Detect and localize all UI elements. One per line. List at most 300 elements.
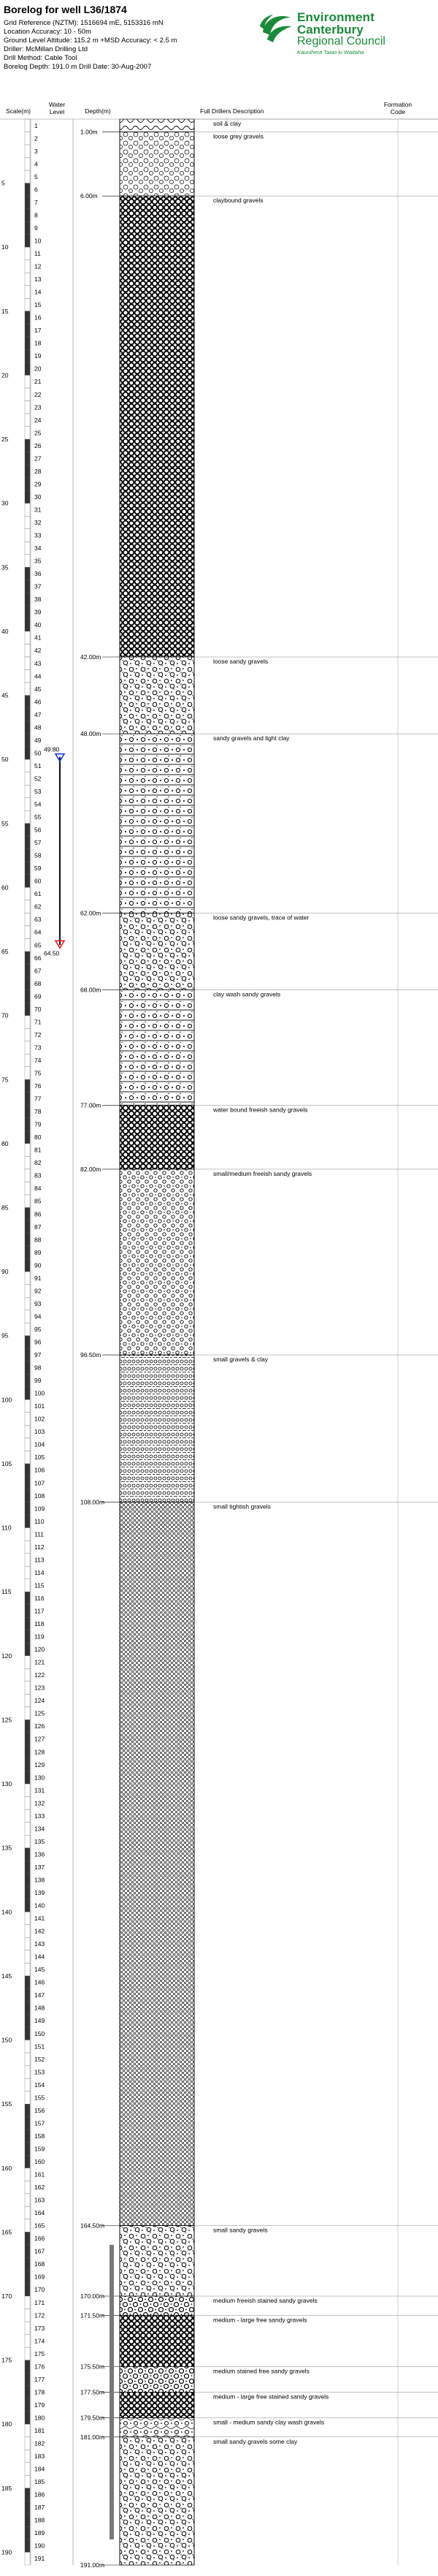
sample-number: 144 bbox=[34, 1953, 45, 1961]
scale-tick-block bbox=[25, 2232, 30, 2245]
sample-number: 30 bbox=[34, 493, 42, 501]
scale-tick-block bbox=[25, 337, 30, 350]
lithology-layer bbox=[120, 1105, 194, 1169]
sample-number: 8 bbox=[34, 211, 38, 219]
scale-tick-block bbox=[25, 349, 30, 362]
scale-tick-block bbox=[25, 785, 30, 798]
sample-number: 124 bbox=[34, 1697, 45, 1705]
sample-number: 67 bbox=[34, 967, 42, 975]
sample-number: 93 bbox=[34, 1299, 42, 1307]
sample-number: 132 bbox=[34, 1799, 45, 1807]
sample-number: 150 bbox=[34, 2029, 45, 2037]
scale-tick-block bbox=[25, 836, 30, 849]
water-level-column-header: Water Level bbox=[48, 101, 66, 115]
sample-number: 91 bbox=[34, 1274, 42, 1282]
sample-number: 59 bbox=[34, 865, 42, 873]
scale-tick-block bbox=[25, 951, 30, 965]
sample-number: 167 bbox=[34, 2247, 45, 2255]
sample-number: 141 bbox=[34, 1915, 45, 1923]
layer-depth-label: 1.00m bbox=[80, 128, 98, 136]
scale-tick-block bbox=[25, 1554, 30, 1567]
scale-tick-block bbox=[25, 1003, 30, 1016]
scale-tick-block bbox=[25, 1617, 30, 1630]
sample-number: 64 bbox=[34, 928, 42, 936]
scale-label: 105 bbox=[1, 1459, 12, 1467]
scale-label: 180 bbox=[1, 2420, 12, 2428]
scale-tick-block bbox=[25, 734, 30, 747]
page-title: Borelog for well L36/1874 bbox=[4, 4, 127, 15]
sample-number: 123 bbox=[34, 1684, 45, 1692]
sample-number: 10 bbox=[34, 237, 42, 245]
sample-number: 88 bbox=[34, 1236, 42, 1244]
sample-number: 20 bbox=[34, 365, 42, 373]
lithology-layer bbox=[120, 657, 194, 734]
scale-tick-block bbox=[25, 1451, 30, 1464]
scale-tick-block bbox=[25, 1694, 30, 1707]
sample-number: 38 bbox=[34, 596, 42, 604]
sample-number: 149 bbox=[34, 2017, 45, 2025]
scale-label: 35 bbox=[1, 563, 9, 571]
sample-number: 154 bbox=[34, 2081, 45, 2089]
scale-label: 70 bbox=[1, 1011, 9, 1019]
sample-number: 103 bbox=[34, 1428, 45, 1436]
layer-description: small sandy gravels bbox=[213, 2226, 268, 2234]
scale-tick-block bbox=[25, 1105, 30, 1118]
scale-tick-block bbox=[25, 1041, 30, 1055]
scale-tick-block bbox=[25, 2424, 30, 2437]
scale-label: 25 bbox=[1, 436, 9, 444]
scale-label: 5 bbox=[1, 179, 5, 187]
borelog-depth-and-date: Borelog Depth: 191.0 m Drill Date: 30-Aug-2007 bbox=[4, 63, 152, 71]
scale-tick-block bbox=[25, 1489, 30, 1502]
scale-tick-block bbox=[25, 965, 30, 978]
lithology-layer bbox=[120, 1169, 194, 1355]
table-frame bbox=[0, 119, 438, 2565]
sample-number: 28 bbox=[34, 467, 42, 475]
sample-number: 129 bbox=[34, 1760, 45, 1768]
scale-tick-block bbox=[25, 683, 30, 696]
sample-number: 49 bbox=[34, 736, 42, 744]
scale-tick-block bbox=[25, 2309, 30, 2322]
scale-tick-block bbox=[25, 1809, 30, 1823]
sample-number: 13 bbox=[34, 276, 42, 284]
scale-tick-block bbox=[25, 1707, 30, 1720]
sample-number: 56 bbox=[34, 826, 42, 834]
scale-tick-block bbox=[25, 1054, 30, 1067]
layer-description: medium freeish stained sandy gravels bbox=[213, 2297, 318, 2305]
lithology-layer bbox=[120, 2437, 194, 2565]
scale-tick-block bbox=[25, 273, 30, 286]
scale-tick-block bbox=[25, 2168, 30, 2181]
scale-tick-block bbox=[25, 1272, 30, 1285]
sample-number: 24 bbox=[34, 416, 42, 424]
layer-description: small sandy gravels some clay bbox=[213, 2437, 298, 2445]
sample-number: 26 bbox=[34, 441, 42, 449]
scale-tick-block bbox=[25, 1835, 30, 1848]
sample-number: 31 bbox=[34, 506, 42, 514]
sample-number: 170 bbox=[34, 2286, 45, 2294]
scale-tick-block bbox=[25, 1630, 30, 1644]
sample-number: 173 bbox=[34, 2324, 45, 2332]
sample-number: 159 bbox=[34, 2145, 45, 2153]
sample-number: 19 bbox=[34, 352, 42, 360]
layer-description: small tightish gravels bbox=[213, 1502, 271, 1511]
scale-tick-block bbox=[25, 1861, 30, 1874]
scale-tick-block bbox=[25, 1540, 30, 1554]
scale-tick-block bbox=[25, 759, 30, 772]
scale-tick-block bbox=[25, 1067, 30, 1080]
sample-number: 72 bbox=[34, 1030, 42, 1038]
sample-number: 122 bbox=[34, 1671, 45, 1679]
layer-description: water bound freeish sandy gravels bbox=[213, 1106, 308, 1114]
sample-number: 48 bbox=[34, 723, 42, 732]
sample-number: 138 bbox=[34, 1876, 45, 1884]
layer-depth-label: 42.00m bbox=[80, 653, 101, 661]
sample-number: 79 bbox=[34, 1120, 42, 1128]
scale-tick-block bbox=[25, 1899, 30, 1912]
sample-number: 1 bbox=[34, 121, 38, 129]
scale-tick-block bbox=[25, 1823, 30, 1836]
sample-number: 22 bbox=[34, 390, 42, 398]
scale-tick-block bbox=[25, 977, 30, 990]
sample-number: 112 bbox=[34, 1543, 45, 1551]
sample-number: 92 bbox=[34, 1287, 42, 1295]
lithology-layer bbox=[120, 2366, 194, 2392]
scale-tick-block bbox=[25, 1234, 30, 1247]
scale-tick-block bbox=[25, 183, 30, 197]
scale-label: 110 bbox=[1, 1524, 12, 1532]
scale-tick-block bbox=[25, 657, 30, 670]
scale-tick-block bbox=[25, 2104, 30, 2117]
sample-number: 134 bbox=[34, 1825, 45, 1833]
scale-tick-block bbox=[25, 1950, 30, 1964]
sample-number: 17 bbox=[34, 327, 42, 335]
scale-tick-block bbox=[25, 2181, 30, 2194]
scale-tick-block bbox=[25, 209, 30, 222]
sample-number: 191 bbox=[34, 2555, 45, 2563]
scale-tick-block bbox=[25, 1208, 30, 1221]
scale-tick-block bbox=[25, 1682, 30, 1695]
layer-description: sandy gravels and light clay bbox=[213, 734, 290, 742]
drill-method: Drill Method: Cable Tool bbox=[4, 54, 77, 62]
scale-tick-block bbox=[25, 580, 30, 593]
layer-depth-label: 96.50m bbox=[80, 1351, 101, 1359]
scale-tick-block bbox=[25, 1259, 30, 1272]
scale-tick-block bbox=[25, 1310, 30, 1323]
scale-tick-block bbox=[25, 2437, 30, 2450]
sample-number: 55 bbox=[34, 813, 42, 821]
sample-number: 104 bbox=[34, 1440, 45, 1448]
sample-number: 125 bbox=[34, 1709, 45, 1717]
scale-tick-block bbox=[25, 247, 30, 260]
scale-tick-block bbox=[25, 2335, 30, 2348]
scale-label: 170 bbox=[1, 2292, 12, 2300]
layer-depth-label: 191.00m bbox=[80, 2561, 105, 2569]
scale-tick-block bbox=[25, 618, 30, 631]
scale-tick-block bbox=[25, 913, 30, 926]
scale-tick-block bbox=[25, 1348, 30, 1361]
sample-number: 147 bbox=[34, 1991, 45, 1999]
sample-number: 189 bbox=[34, 2529, 45, 2537]
layer-depth-label: 171.50m bbox=[80, 2311, 105, 2319]
sample-number: 116 bbox=[34, 1594, 45, 1602]
sample-number: 166 bbox=[34, 2235, 45, 2243]
sample-number: 152 bbox=[34, 2055, 45, 2063]
sample-number: 47 bbox=[34, 710, 42, 718]
sample-number: 2 bbox=[34, 134, 38, 143]
description-column-header: Full Drillers Description bbox=[200, 107, 264, 115]
scale-label: 160 bbox=[1, 2164, 12, 2172]
sample-number: 66 bbox=[34, 954, 42, 962]
sample-number: 130 bbox=[34, 1774, 45, 1782]
sample-number: 180 bbox=[34, 2414, 45, 2422]
sample-number: 14 bbox=[34, 288, 42, 296]
sample-number: 73 bbox=[34, 1044, 42, 1052]
sample-number: 113 bbox=[34, 1556, 45, 1564]
sample-number: 120 bbox=[34, 1646, 45, 1654]
scale-tick-block bbox=[25, 439, 30, 452]
lithology-layer bbox=[120, 2296, 194, 2315]
layer-depth-label: 77.00m bbox=[80, 1101, 101, 1109]
scale-tick-block bbox=[25, 311, 30, 324]
scale-tick-block bbox=[25, 401, 30, 414]
scale-label: 15 bbox=[1, 307, 9, 315]
sample-number: 37 bbox=[34, 582, 42, 590]
scale-tick-block bbox=[25, 1668, 30, 1682]
scale-tick-block bbox=[25, 1131, 30, 1144]
scale-tick-block bbox=[25, 324, 30, 337]
scale-tick-block bbox=[25, 414, 30, 427]
scale-tick-block bbox=[25, 2488, 30, 2501]
sample-number: 5 bbox=[34, 172, 38, 181]
water-level-top-label: 49.80 bbox=[44, 745, 60, 753]
scale-tick-block bbox=[25, 1297, 30, 1310]
scale-tick-block bbox=[25, 631, 30, 645]
sample-number: 4 bbox=[34, 160, 38, 168]
scale-tick-block bbox=[25, 2398, 30, 2412]
sample-number: 18 bbox=[34, 339, 42, 347]
sample-number: 94 bbox=[34, 1312, 42, 1321]
scale-tick-block bbox=[25, 1937, 30, 1950]
sample-number: 175 bbox=[34, 2349, 45, 2357]
ground-level-altitude: Ground Level Altitude: 115.2 m +MSD Accuracy: < 2.5 m bbox=[4, 37, 177, 45]
scale-tick-block bbox=[25, 2245, 30, 2258]
sample-number: 87 bbox=[34, 1223, 42, 1231]
scale-tick-block bbox=[25, 260, 30, 273]
sample-number: 117 bbox=[34, 1607, 45, 1615]
scale-label: 165 bbox=[1, 2228, 12, 2236]
sample-number: 171 bbox=[34, 2298, 45, 2306]
scale-tick-block bbox=[25, 1515, 30, 1528]
sample-number: 119 bbox=[34, 1633, 45, 1641]
sample-number: 7 bbox=[34, 198, 38, 206]
sample-number: 42 bbox=[34, 647, 42, 655]
scale-tick-block bbox=[25, 1886, 30, 1899]
lithology-layer bbox=[120, 1355, 194, 1502]
scale-tick-block bbox=[25, 2552, 30, 2565]
sample-number: 51 bbox=[34, 761, 42, 770]
layer-depth-label: 164.50m bbox=[80, 2222, 105, 2230]
sample-number: 162 bbox=[34, 2184, 45, 2192]
sample-number: 27 bbox=[34, 455, 42, 463]
scale-tick-block bbox=[25, 1195, 30, 1208]
scale-tick-block bbox=[25, 1220, 30, 1234]
sample-number: 184 bbox=[34, 2465, 45, 2473]
scale-tick-block bbox=[25, 375, 30, 388]
scale-tick-block bbox=[25, 2143, 30, 2156]
sample-number: 12 bbox=[34, 262, 42, 270]
scale-label: 65 bbox=[1, 948, 9, 956]
scale-tick-block bbox=[25, 670, 30, 683]
lithology-layer bbox=[120, 990, 194, 1106]
sample-number: 9 bbox=[34, 224, 38, 232]
layer-depth-label: 108.00m bbox=[80, 1498, 105, 1506]
scale-tick-block bbox=[25, 2027, 30, 2040]
sample-number: 121 bbox=[34, 1658, 45, 1666]
sample-number: 32 bbox=[34, 518, 42, 526]
scale-tick-block bbox=[25, 1963, 30, 1976]
scale-tick-block bbox=[25, 2002, 30, 2015]
layer-depth-label: 68.00m bbox=[80, 986, 101, 994]
scale-tick-block bbox=[25, 824, 30, 837]
scale-label: 130 bbox=[1, 1780, 12, 1788]
scale-tick-block bbox=[25, 221, 30, 235]
scale-tick-block bbox=[25, 862, 30, 875]
scale-tick-block bbox=[25, 2040, 30, 2053]
scale-tick-block bbox=[25, 1246, 30, 1259]
sample-number: 83 bbox=[34, 1171, 42, 1179]
location-accuracy: Location Accuracy: 10 - 50m bbox=[4, 28, 91, 36]
scale-tick-block bbox=[25, 1784, 30, 1797]
sample-number: 178 bbox=[34, 2388, 45, 2396]
scale-tick-block bbox=[25, 1156, 30, 1169]
sample-number: 139 bbox=[34, 1889, 45, 1897]
scale-tick-block bbox=[25, 516, 30, 529]
scale-tick-block bbox=[25, 810, 30, 824]
sample-number: 99 bbox=[34, 1377, 42, 1385]
formation-code-column-header: Formation Code bbox=[383, 101, 412, 115]
scale-tick-block bbox=[25, 2206, 30, 2219]
layer-description: loose grey gravels bbox=[213, 132, 264, 140]
sample-number: 160 bbox=[34, 2158, 45, 2166]
sample-number: 78 bbox=[34, 1108, 42, 1116]
scale-tick-block bbox=[25, 1323, 30, 1336]
scale-tick-block bbox=[25, 1848, 30, 1861]
scale-tick-block bbox=[25, 158, 30, 171]
scale-label: 190 bbox=[1, 2548, 12, 2556]
water-level-bottom-label: 64.50 bbox=[44, 949, 60, 957]
scale-tick-block bbox=[25, 2373, 30, 2386]
scale-tick-block bbox=[25, 1438, 30, 1451]
scale-tick-block bbox=[25, 2129, 30, 2143]
scale-tick-block bbox=[25, 1874, 30, 1887]
scale-label: 140 bbox=[1, 1908, 12, 1916]
layer-depth-label: 175.50m bbox=[80, 2363, 105, 2371]
scale-tick-block bbox=[25, 2514, 30, 2527]
lithology-layer bbox=[120, 1502, 194, 2226]
scale-tick-block bbox=[25, 644, 30, 657]
scale-tick-block bbox=[25, 1502, 30, 1516]
scale-tick-block bbox=[25, 119, 30, 132]
scale-tick-block bbox=[25, 298, 30, 311]
layer-depth-label: 179.50m bbox=[80, 2414, 105, 2422]
sample-number: 174 bbox=[34, 2337, 45, 2345]
layer-description: small gravels & clay bbox=[213, 1356, 269, 1364]
sample-number: 16 bbox=[34, 314, 42, 322]
scale-tick-block bbox=[25, 132, 30, 145]
scale-tick-block bbox=[25, 606, 30, 619]
sample-number: 126 bbox=[34, 1722, 45, 1730]
sample-number: 110 bbox=[34, 1517, 45, 1525]
scale-tick-block bbox=[25, 2014, 30, 2027]
layer-depth-label: 177.50m bbox=[80, 2388, 105, 2396]
scale-tick-block bbox=[25, 478, 30, 491]
scale-label: 40 bbox=[1, 627, 9, 635]
scale-tick-block bbox=[25, 2219, 30, 2233]
scale-tick-block bbox=[25, 1093, 30, 1106]
sample-number: 98 bbox=[34, 1364, 42, 1372]
scale-tick-block bbox=[25, 1643, 30, 1656]
sample-number: 75 bbox=[34, 1069, 42, 1077]
layer-description: small - medium sandy clay wash gravels bbox=[213, 2418, 325, 2426]
scale-tick-block bbox=[25, 887, 30, 900]
sample-number: 77 bbox=[34, 1095, 42, 1103]
sample-number: 131 bbox=[34, 1786, 45, 1794]
scale-tick-block bbox=[25, 2155, 30, 2168]
scale-tick-block bbox=[25, 2450, 30, 2463]
depth-column-header: Depth(m) bbox=[85, 107, 111, 115]
sample-number: 128 bbox=[34, 1748, 45, 1756]
scale-label: 85 bbox=[1, 1204, 9, 1212]
scale-tick-block bbox=[25, 286, 30, 299]
layer-depth-label: 48.00m bbox=[80, 730, 101, 738]
layer-depth-label: 170.00m bbox=[80, 2292, 105, 2300]
sample-number: 172 bbox=[34, 2311, 45, 2319]
sample-number: 101 bbox=[34, 1402, 45, 1410]
lithology-layer bbox=[120, 132, 194, 197]
layer-depth-label: 6.00m bbox=[80, 192, 98, 200]
lithology-layer bbox=[120, 734, 194, 913]
logo-regional-council: Regional Council bbox=[297, 35, 385, 48]
sample-number: 44 bbox=[34, 672, 42, 680]
sample-number: 165 bbox=[34, 2222, 45, 2230]
sample-number: 164 bbox=[34, 2209, 45, 2217]
scale-tick-block bbox=[25, 696, 30, 709]
scale-label: 90 bbox=[1, 1268, 9, 1276]
layer-depth-label: 82.00m bbox=[80, 1165, 101, 1173]
sample-number: 137 bbox=[34, 1863, 45, 1871]
sample-number: 185 bbox=[34, 2478, 45, 2486]
lithology-layer bbox=[120, 196, 194, 657]
scale-tick-block bbox=[25, 1118, 30, 1131]
scale-tick-block bbox=[25, 1592, 30, 1605]
scale-tick-block bbox=[25, 2117, 30, 2130]
sample-number: 29 bbox=[34, 480, 42, 488]
scale-tick-block bbox=[25, 1425, 30, 1438]
layer-depth-label: 181.00m bbox=[80, 2433, 105, 2441]
scale-tick-block bbox=[25, 567, 30, 580]
scale-label: 55 bbox=[1, 819, 9, 827]
sample-number: 89 bbox=[34, 1248, 42, 1256]
scale-label: 75 bbox=[1, 1076, 9, 1084]
scale-tick-block bbox=[25, 427, 30, 440]
sample-number: 35 bbox=[34, 557, 42, 565]
sample-number: 182 bbox=[34, 2439, 45, 2447]
layer-description: loose sandy gravels bbox=[213, 657, 269, 665]
scale-tick-block bbox=[25, 2412, 30, 2425]
scale-tick-block bbox=[25, 1336, 30, 1349]
sample-numbers bbox=[34, 122, 45, 2562]
